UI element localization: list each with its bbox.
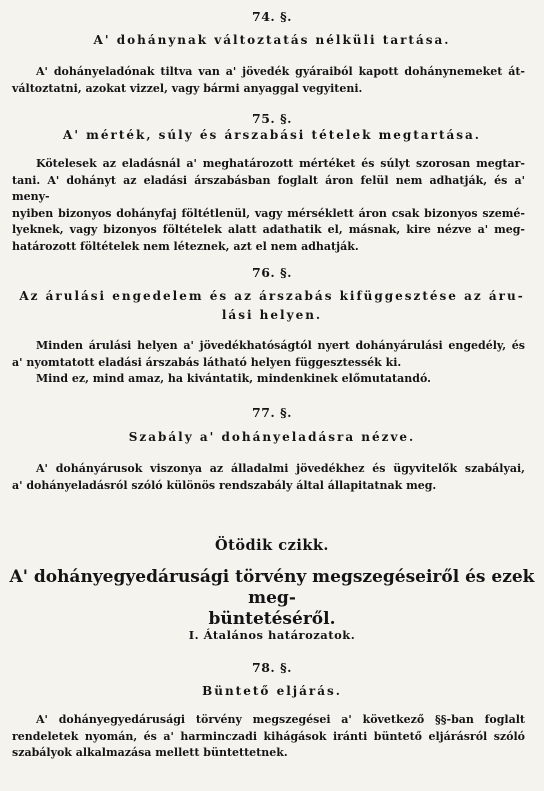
paragraph-line: rendeletek nyomán, és a' harminczadi kihágások iránti büntető eljárásról szóló <box>12 729 525 743</box>
section-number-78: 78. §. <box>252 660 292 675</box>
paragraph-76 <box>12 338 525 388</box>
paragraph-line: Mind ez, mind amaz, ha kivántatik, mindenkinek előmutatandó. <box>36 372 431 385</box>
paragraph-line: a' dohányeladásról szóló különös rendszabály által állapitatnak meg. <box>12 478 437 492</box>
paragraph-line: a' nyomtatott eladási árszabás látható helyen függesztessék ki. <box>12 355 402 369</box>
paragraph-74 <box>12 64 525 97</box>
section-number-77: 77. §. <box>252 405 292 420</box>
chapter-title <box>0 567 544 630</box>
section-number-74: 74. §. <box>252 9 292 24</box>
paragraph-line: lyeknek, vagy bizonyos föltételek alatt adathatik el, másnak, kire nézve a' meg- <box>12 223 525 236</box>
paragraph-line: A' dohányegyedárusági törvény megszegései a' következő §§-ban foglalt <box>36 713 525 726</box>
section-heading-76-line2: lási helyen. <box>221 308 323 322</box>
section-heading-74: A' dohánynak változtatás nélküli tartása. <box>93 33 451 47</box>
section-heading-75: A' mérték, súly és árszabási tételek megtartása. <box>63 128 481 142</box>
paragraph-line: A' dohányárusok viszonya az álladalmi jövedékhez és ügyvitelők szabályai, <box>36 462 525 475</box>
paragraph-line: határozott föltételek nem léteznek, azt el nem adhatják. <box>12 239 359 253</box>
section-heading-76-line1: Az árulási engedelem és az árszabás kifüggesztése az áru- <box>19 289 525 303</box>
paragraph-line: A' dohányeladónak tiltva van a' jövedék gyáraiból kapott dohánynemeket át- <box>36 65 525 78</box>
paragraph-line: nyiben bizonyos dohányfaj föltétlenül, vagy mérséklett áron csak bizonyos szemé- <box>12 206 525 220</box>
section-number-75: 75. §. <box>252 111 292 126</box>
section-heading-77: Szabály a' dohányeladásra nézve. <box>128 430 416 444</box>
paragraph-75 <box>12 156 525 255</box>
paragraph-line: tani. A' dohányt az eladási árszabásban foglalt áron felül nem adhatják, és a' meny- <box>12 173 525 203</box>
chapter-label: Ötödik czikk. <box>215 537 329 554</box>
chapter-title-line: büntetéséről. <box>208 609 336 629</box>
chapter-title-line: A' dohányegyedárusági törvény megszegéseiről és ezek meg- <box>9 567 535 608</box>
paragraph-line: Minden árulási helyen a' jövedékhatóságtól nyert dohányárulási engedély, és <box>36 339 525 352</box>
paragraph-line: szabályok alkalmazása mellett büntettetnek. <box>12 746 288 759</box>
section-heading-78: Büntető eljárás. <box>202 684 342 698</box>
section-number-76: 76. §. <box>252 265 292 280</box>
subsection-heading: I. Átalános határozatok. <box>188 628 356 642</box>
paragraph-line: változtatni, azokat vizzel, vagy bármi anyaggal vegyiteni. <box>12 81 363 95</box>
paragraph-77 <box>12 461 525 494</box>
paragraph-78 <box>12 712 525 762</box>
paragraph-line: Kötelesek az eladásnál a' meghatározott mértéket és súlyt szorosan megtar- <box>36 157 525 170</box>
